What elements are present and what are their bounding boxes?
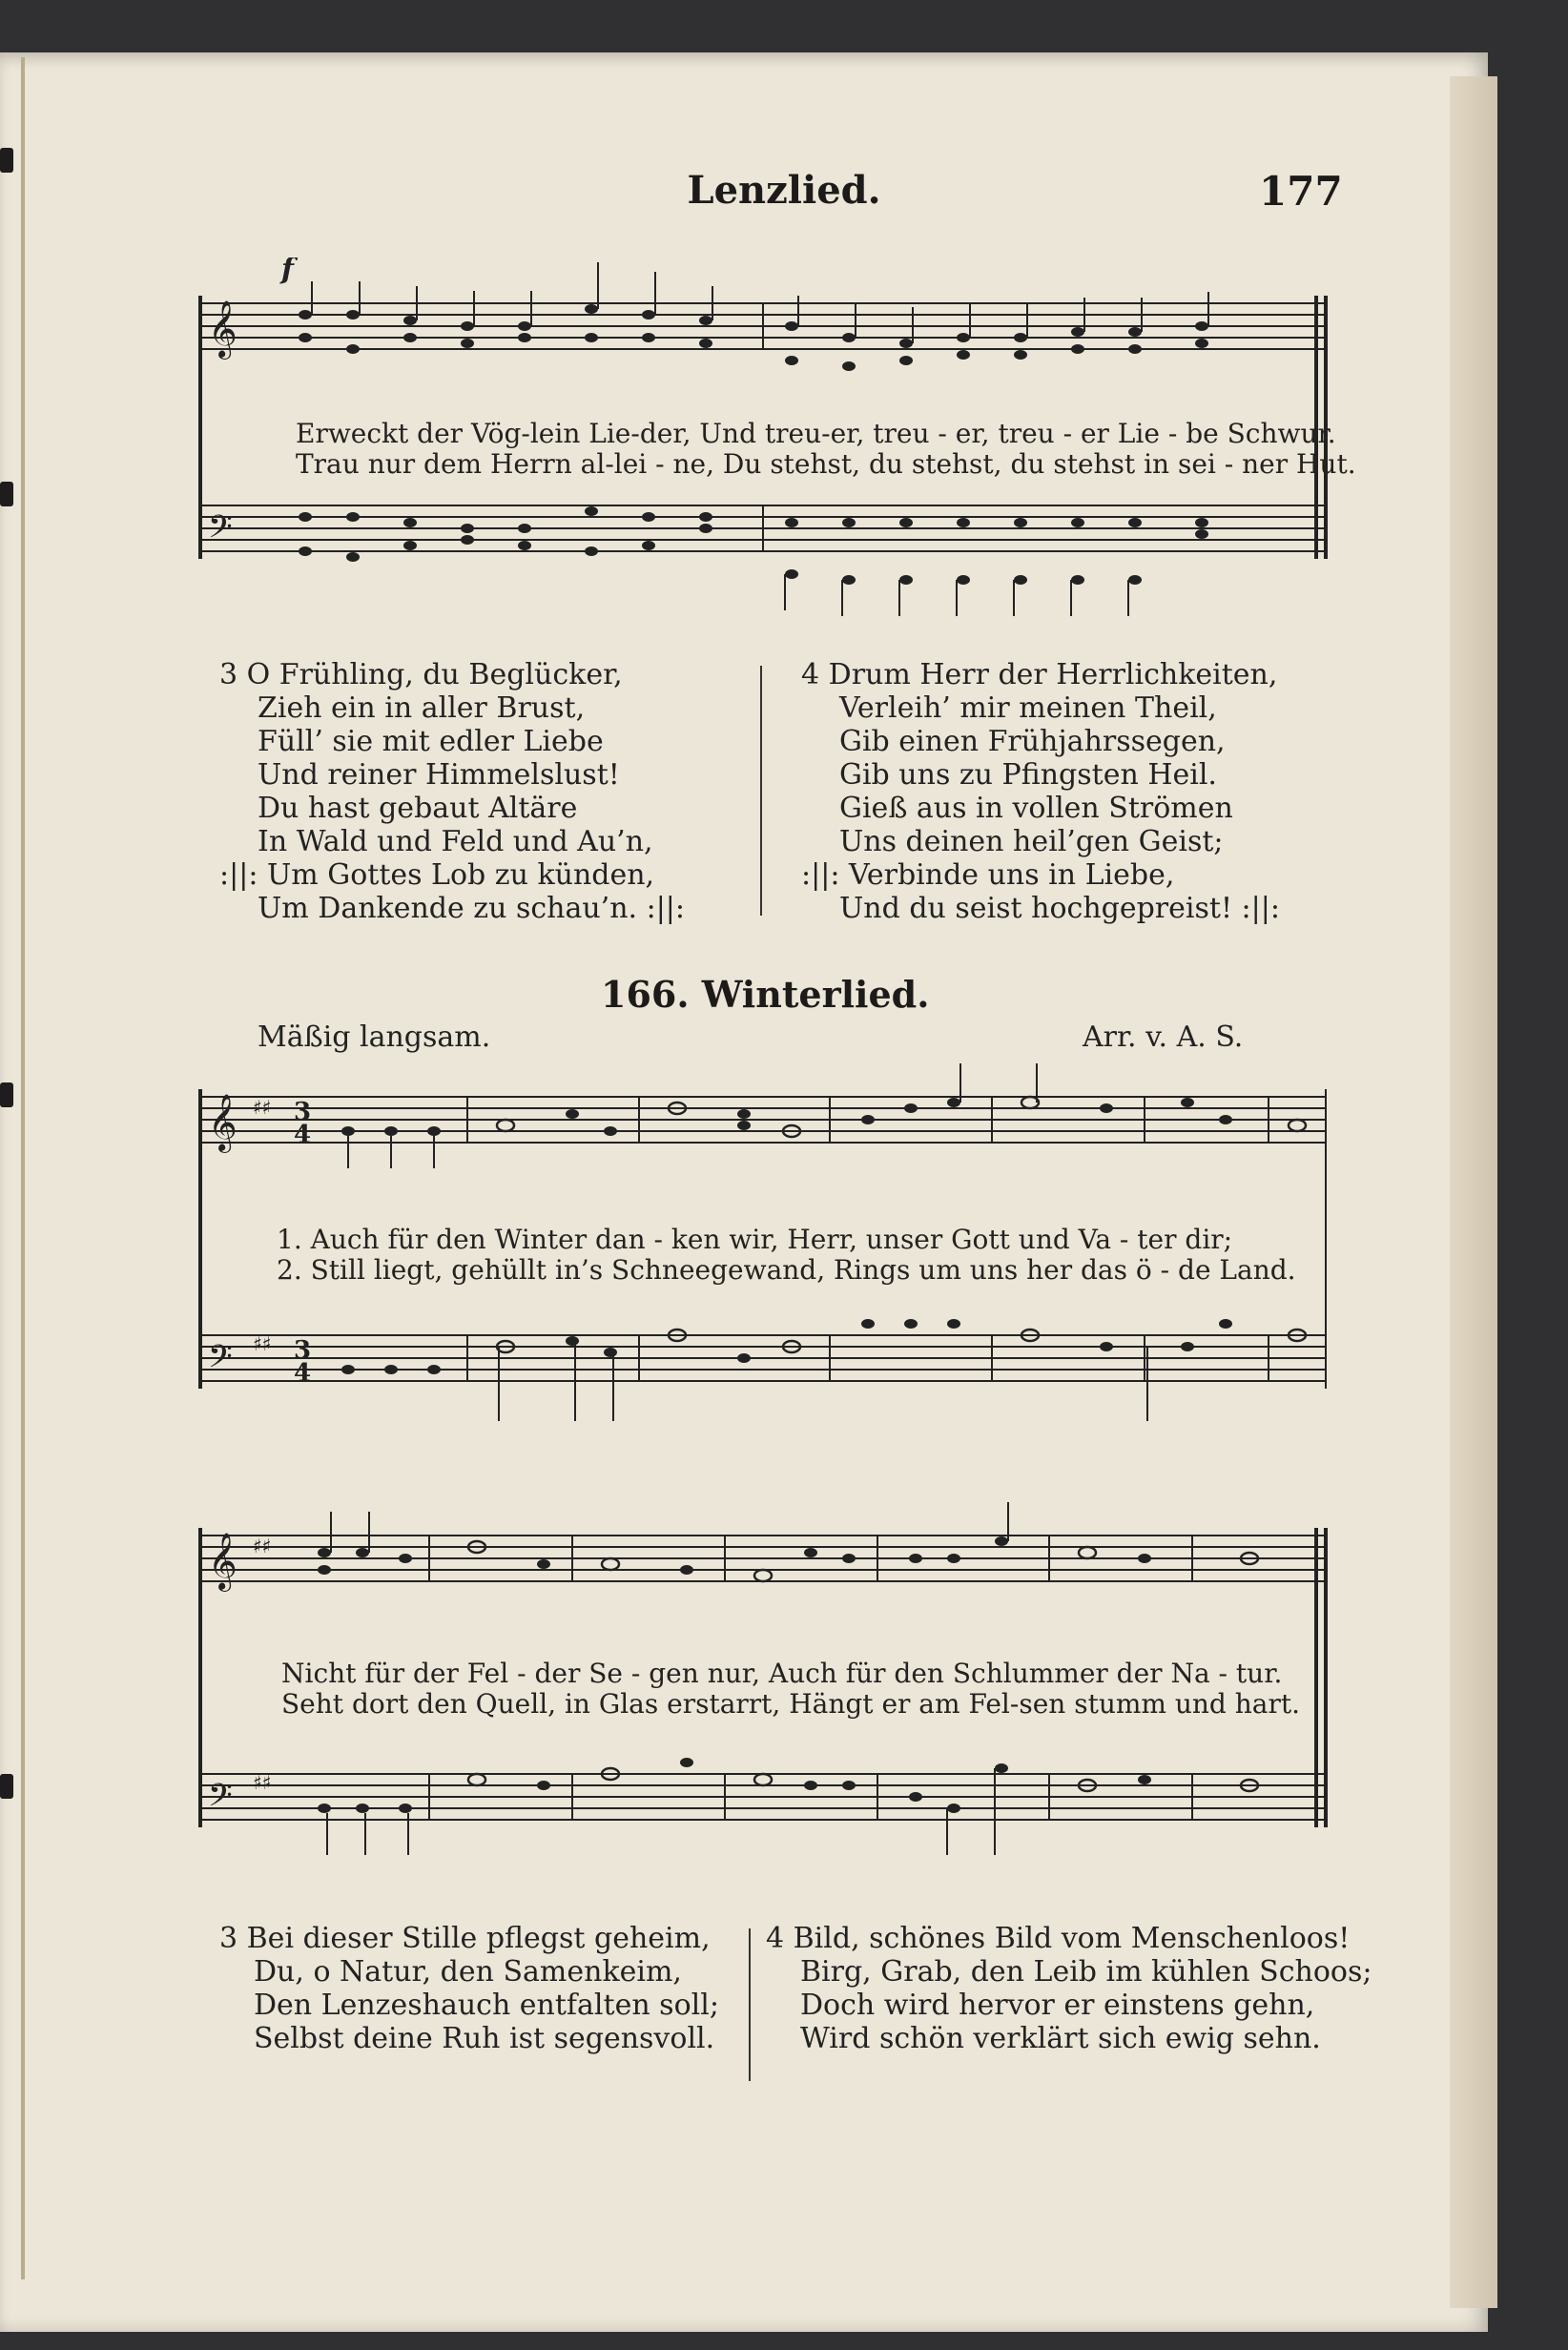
verse-line: 3 O Frühling, du Beglücker, <box>219 658 623 691</box>
page-number: 177 <box>1259 168 1343 215</box>
dynamic-marking: f <box>281 258 294 286</box>
binding-stitch <box>0 482 13 506</box>
winterlied-lyrics-line1: 1. Auch für den Winter dan - ken wir, Herr, unser Gott und Va - ter dir; <box>277 1224 1233 1255</box>
tempo-marking: Mäßig langsam. <box>258 1020 491 1054</box>
svg-text:♯♯: ♯♯ <box>253 1535 272 1557</box>
lenzlied-lyrics-line1: Erweckt der Vög-lein Lie-der, Und treu-er, treu - er, treu - er Lie - be Schwur. <box>296 418 1336 449</box>
svg-text:𝄞: 𝄞 <box>208 300 237 358</box>
lenzlied-verse-3 <box>219 658 685 925</box>
winterlied-verse-4 <box>766 1922 1372 2055</box>
time-signature-top: 3 <box>294 1336 312 1365</box>
winterlied-lyrics-line4: Seht dort den Quell, in Glas erstarrt, Hängt er am Fel-sen stumm und hart. <box>281 1688 1301 1720</box>
verse-line: :||: Um Gottes Lob zu künden, <box>219 858 655 892</box>
verse-line: Gieß aus in vollen Strömen <box>839 792 1233 825</box>
svg-text:𝄢: 𝄢 <box>208 509 233 553</box>
winterlied-verse-3 <box>219 1922 719 2055</box>
page-title: Lenzlied. <box>687 168 881 213</box>
winterlied-lyrics-line3: Nicht für der Fel - der Se - gen nur, Auch für den Schlummer der Na - tur. <box>281 1658 1283 1689</box>
verse-line: Gib uns zu Pfingsten Heil. <box>839 758 1217 792</box>
verse-line: Und reiner Himmelslust! <box>258 758 620 792</box>
verse-line: Zieh ein in aller Brust, <box>258 691 586 725</box>
verse-line: Und du seist hochgepreist! :||: <box>839 892 1280 925</box>
verse-number: 4 <box>766 1922 785 1955</box>
verse-line: Verleih’ mir meinen Theil, <box>839 691 1217 725</box>
lenzlied-verse-4 <box>801 658 1280 925</box>
verse-line: Doch wird hervor er einstens gehn, <box>800 1989 1315 2022</box>
verse-line: Birg, Grab, den Leib im kühlen Schoos; <box>800 1955 1372 1989</box>
verse-line: In Wald und Feld und Au’n, <box>258 825 653 858</box>
verse-line: :||: Verbinde uns in Liebe, <box>801 858 1175 892</box>
verse-line: Du hast gebaut Altäre <box>258 792 578 825</box>
verse-line: Du, o Natur, den Samenkeim, <box>254 1955 682 1989</box>
verse-line: Um Dankende zu schau’n. :||: <box>258 892 686 925</box>
verse-divider <box>760 666 762 916</box>
svg-text:𝄞: 𝄞 <box>208 1094 237 1151</box>
page-edge <box>1450 76 1497 2308</box>
svg-text:♯♯: ♯♯ <box>253 1332 272 1355</box>
svg-text:𝄢: 𝄢 <box>208 1339 233 1383</box>
verse-line: Wird schön verklärt sich ewig sehn. <box>800 2022 1321 2055</box>
lenzlied-lyrics-line2: Trau nur dem Herrn al-lei - ne, Du stehst, du stehst, du stehst in sei - ner Hut. <box>296 448 1356 480</box>
verse-line: Selbst deine Ruh ist segensvoll. <box>254 2022 715 2055</box>
binding-stitch <box>0 1082 13 1107</box>
verse-number: 4 <box>801 658 820 691</box>
time-signature-bottom: 4 <box>294 1121 312 1149</box>
verse-line: Füll’ sie mit edler Liebe <box>258 725 604 758</box>
arranger-credit: Arr. v. A. S. <box>1083 1020 1244 1054</box>
verse-line: Den Lenzeshauch entfalten soll; <box>254 1989 719 2022</box>
verse-number: 3 <box>219 1922 238 1955</box>
verse-number: 3 <box>219 658 238 691</box>
svg-text:𝄞: 𝄞 <box>208 1533 237 1590</box>
time-signature-bottom: 4 <box>294 1359 312 1388</box>
svg-text:♯♯: ♯♯ <box>253 1771 272 1794</box>
svg-text:𝄢: 𝄢 <box>208 1778 233 1822</box>
binding-stitch <box>0 1774 13 1799</box>
song-title: 166. Winterlied. <box>601 973 930 1016</box>
verse-line: Uns deinen heil’gen Geist; <box>839 825 1224 858</box>
verse-line: Gib einen Frühjahrssegen, <box>839 725 1226 758</box>
verse-line: 3 Bei dieser Stille pflegst geheim, <box>219 1922 711 1955</box>
verse-line: 4 Drum Herr der Herrlichkeiten, <box>801 658 1278 691</box>
binding-thread <box>21 57 25 2279</box>
verse-line: 4 Bild, schönes Bild vom Menschenloos! <box>766 1922 1351 1955</box>
verse-divider <box>749 1928 751 2081</box>
svg-text:♯♯: ♯♯ <box>253 1096 272 1119</box>
time-signature-top: 3 <box>294 1098 312 1126</box>
winterlied-lyrics-line2: 2. Still liegt, gehüllt in’s Schneegewand, Rings um uns her das ö - de Land. <box>277 1254 1296 1286</box>
